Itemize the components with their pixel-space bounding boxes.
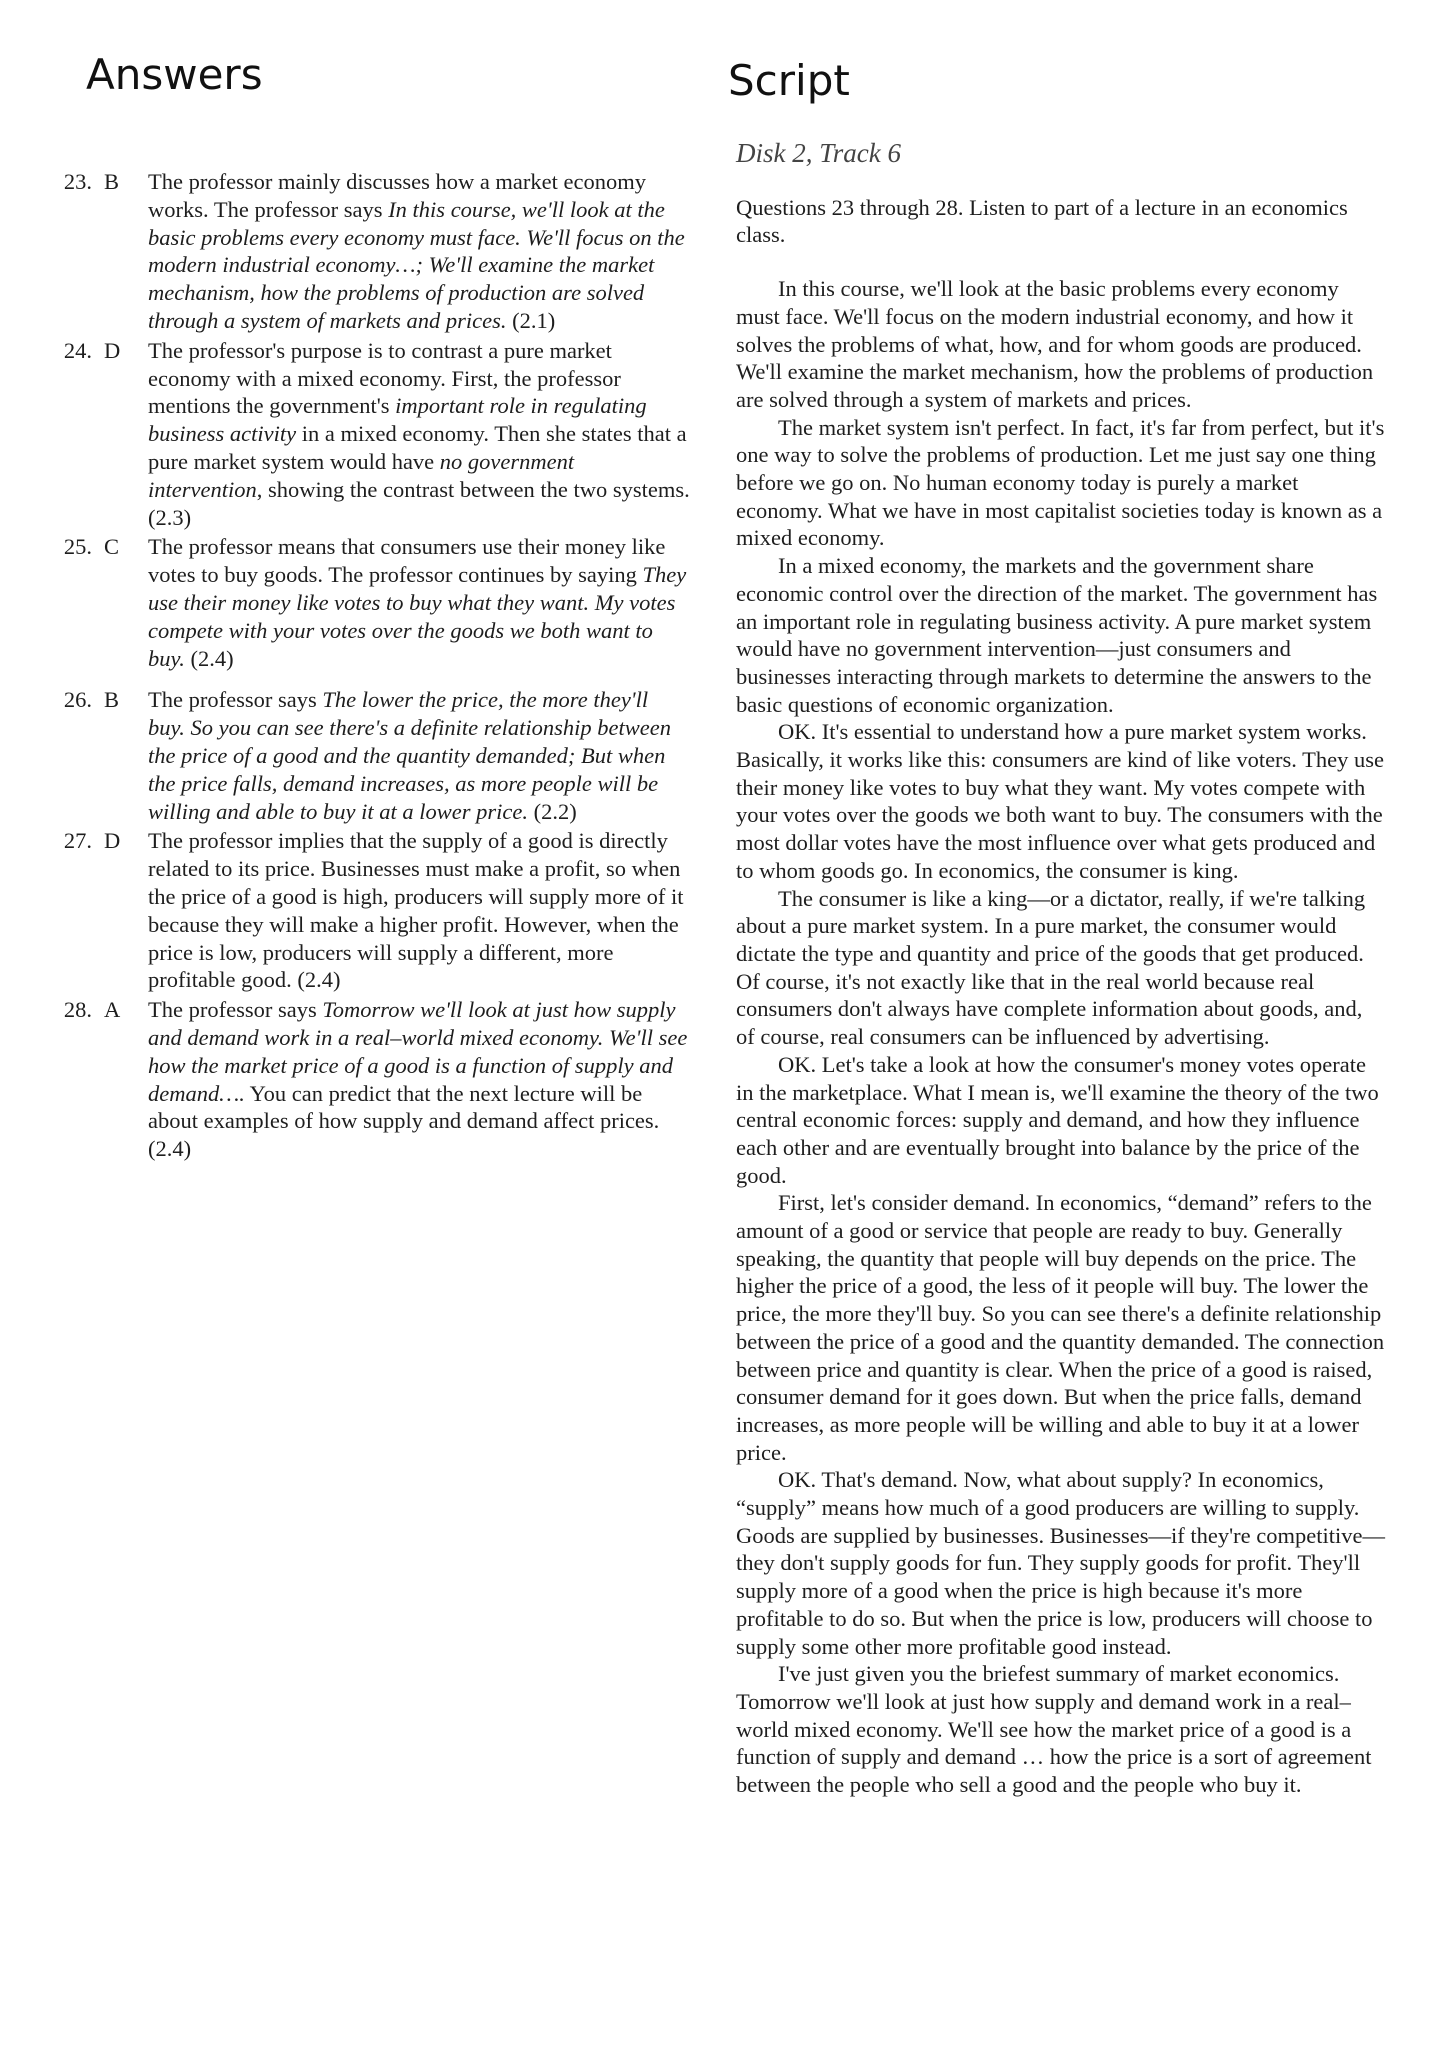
answer-explanation: The professor says Tomorrow we'll look at just how supply and demand work in a real–world mixed economy. We'll see how the market price of a good is a function of supply and demand…. You can predict that the next lecture will be about examples of how supply and demand affect prices. (2.4)	[148, 997, 688, 1162]
script-column	[736, 140, 1386, 1799]
answer-letter: C	[104, 534, 120, 560]
answers-column	[50, 168, 690, 1163]
answer-explanation: The professor mainly discusses how a market economy works. The professor says In this course, we'll look at the basic problems every economy must face. We'll focus on the modern industrial economy…; We'll examine the market mechanism, how the problems of production are solved through a system of markets and prices. (2.1)	[148, 169, 685, 333]
answers-heading: Answers	[86, 50, 263, 99]
answer-item	[50, 337, 690, 532]
answer-explanation: The professor's purpose is to contrast a pure market economy with a mixed economy. First, the professor mentions the government's important role in regulating business activity in a mixed economy. Then she states that a pure market system would have no government intervention, showing the contrast between the two systems. (2.3)	[148, 337, 690, 530]
script-paragraph: OK. Let's take a look at how the consumer's money votes operate in the marketplace. What I mean is, we'll examine the theory of the two central economic forces: supply and demand, and how they influence each other and are eventually brought into balance by the price of the good.	[736, 1051, 1379, 1188]
answer-letter: D	[104, 828, 121, 854]
script-paragraph: OK. That's demand. Now, what about supply? In economics, “supply” means how much of a good producers are willing to supply. Goods are supplied by businesses. Businesses—if they're competitive—they don't supply goods for fun. They supply goods for profit. They'll supply more of a good when the price is high because it's more profitable to do so. But when the price is low, producers will choose to supply some other more profitable good instead.	[736, 1467, 1385, 1659]
question-number: 23.	[63, 169, 92, 194]
question-number: 27.	[63, 828, 92, 854]
answer-letter: B	[104, 687, 120, 713]
question-number: 25.	[63, 534, 92, 560]
answer-letter: B	[104, 169, 120, 194]
answer-letter: A	[104, 997, 121, 1023]
answer-item	[50, 996, 690, 1163]
script-heading: Script	[728, 56, 850, 105]
answer-explanation: The professor implies that the supply of a good is directly related to its price. Businesses must make a profit, so when the price of a good is high, producers will supply more of it because they will make a higher profit. However, when the price is low, producers will supply a different, more profitable good. (2.4)	[148, 828, 684, 993]
answer-letter: D	[104, 337, 121, 363]
script-paragraph: OK. It's essential to understand how a pure market system works. Basically, it works like this: consumers are kind of like voters. They use their money like votes to buy what they want. My votes compete with your votes over the goods we both want to buy. The consumers with the most dollar votes have the most influence over what gets produced and to whom goods go. In economics, the consumer is king.	[736, 719, 1384, 883]
answer-item	[50, 168, 690, 335]
script-body	[736, 275, 1386, 1799]
script-paragraph: First, let's consider demand. In economics, “demand” refers to the amount of a good or service that people are ready to buy. Generally speaking, the quantity that people will buy depends on the price. The higher the price of a good, the less of it people will buy. The lower the price, the more they'll buy. So you can see there's a definite relationship between the price of a good and the quantity demanded. The connection between price and quantity is clear. When the price of a good is raised, consumer demand for it goes down. But when the price falls, demand increases, as more people will be willing and able to buy it at a lower price.	[736, 1190, 1385, 1465]
question-number: 26.	[63, 687, 92, 713]
script-paragraph: I've just given you the briefest summary of market economics. Tomorrow we'll look at just how supply and demand work in a real–world mixed economy. We'll see how the market price of a good is a function of supply and demand … how the price is a sort of agreement between the people who sell a good and the people who buy it.	[736, 1661, 1372, 1798]
answer-item	[50, 827, 690, 994]
answer-explanation: The professor means that consumers use their money like votes to buy goods. The professor continues by saying They use their money like votes to buy what they want. My votes compete with your votes over the goods we both want to buy. (2.4)	[148, 534, 687, 671]
answer-item	[50, 533, 690, 672]
script-paragraph: In this course, we'll look at the basic problems every economy must face. We'll focus on the modern industrial economy, and how it solves the problems of what, how, and for whom goods are produced. We'll examine the market mechanism, how the problems of production are solved through a system of markets and prices.	[736, 276, 1374, 412]
script-paragraph: In a mixed economy, the markets and the government share economic control over the direction of the market. The government has an important role in regulating business activity. A pure market system would have no government intervention—just consumers and businesses interacting through markets to determine the answers to the basic questions of economic organization.	[736, 553, 1378, 717]
script-paragraph: The market system isn't perfect. In fact, it's far from perfect, but it's one way to solve the problems of production. Let me just say one thing before we go on. No human economy today is purely a market economy. What we have in most capitalist societies today is known as a mixed economy.	[736, 414, 1385, 551]
question-number: 24.	[63, 337, 92, 363]
question-number: 28.	[63, 997, 92, 1023]
track-title: Disk 2, Track 6	[736, 138, 901, 168]
script-intro: Questions 23 through 28. Listen to part of a lecture in an economics class.	[736, 194, 1348, 248]
answer-explanation: The professor says The lower the price, the more they'll buy. So you can see there's a definite relationship between the price of a good and the quantity demanded; But when the price falls, demand increases, as more people will be willing and able to buy it at a lower price. (2.2)	[148, 687, 672, 824]
script-paragraph: The consumer is like a king—or a dictator, really, if we're talking about a pure market system. In a pure market, the consumer would dictate the type and quantity and price of the goods that get produced. Of course, it's not exactly like that in the real world because real consumers don't always have complete information about goods, and, of course, real consumers can be influenced by advertising.	[736, 885, 1366, 1050]
answer-item	[50, 686, 690, 825]
